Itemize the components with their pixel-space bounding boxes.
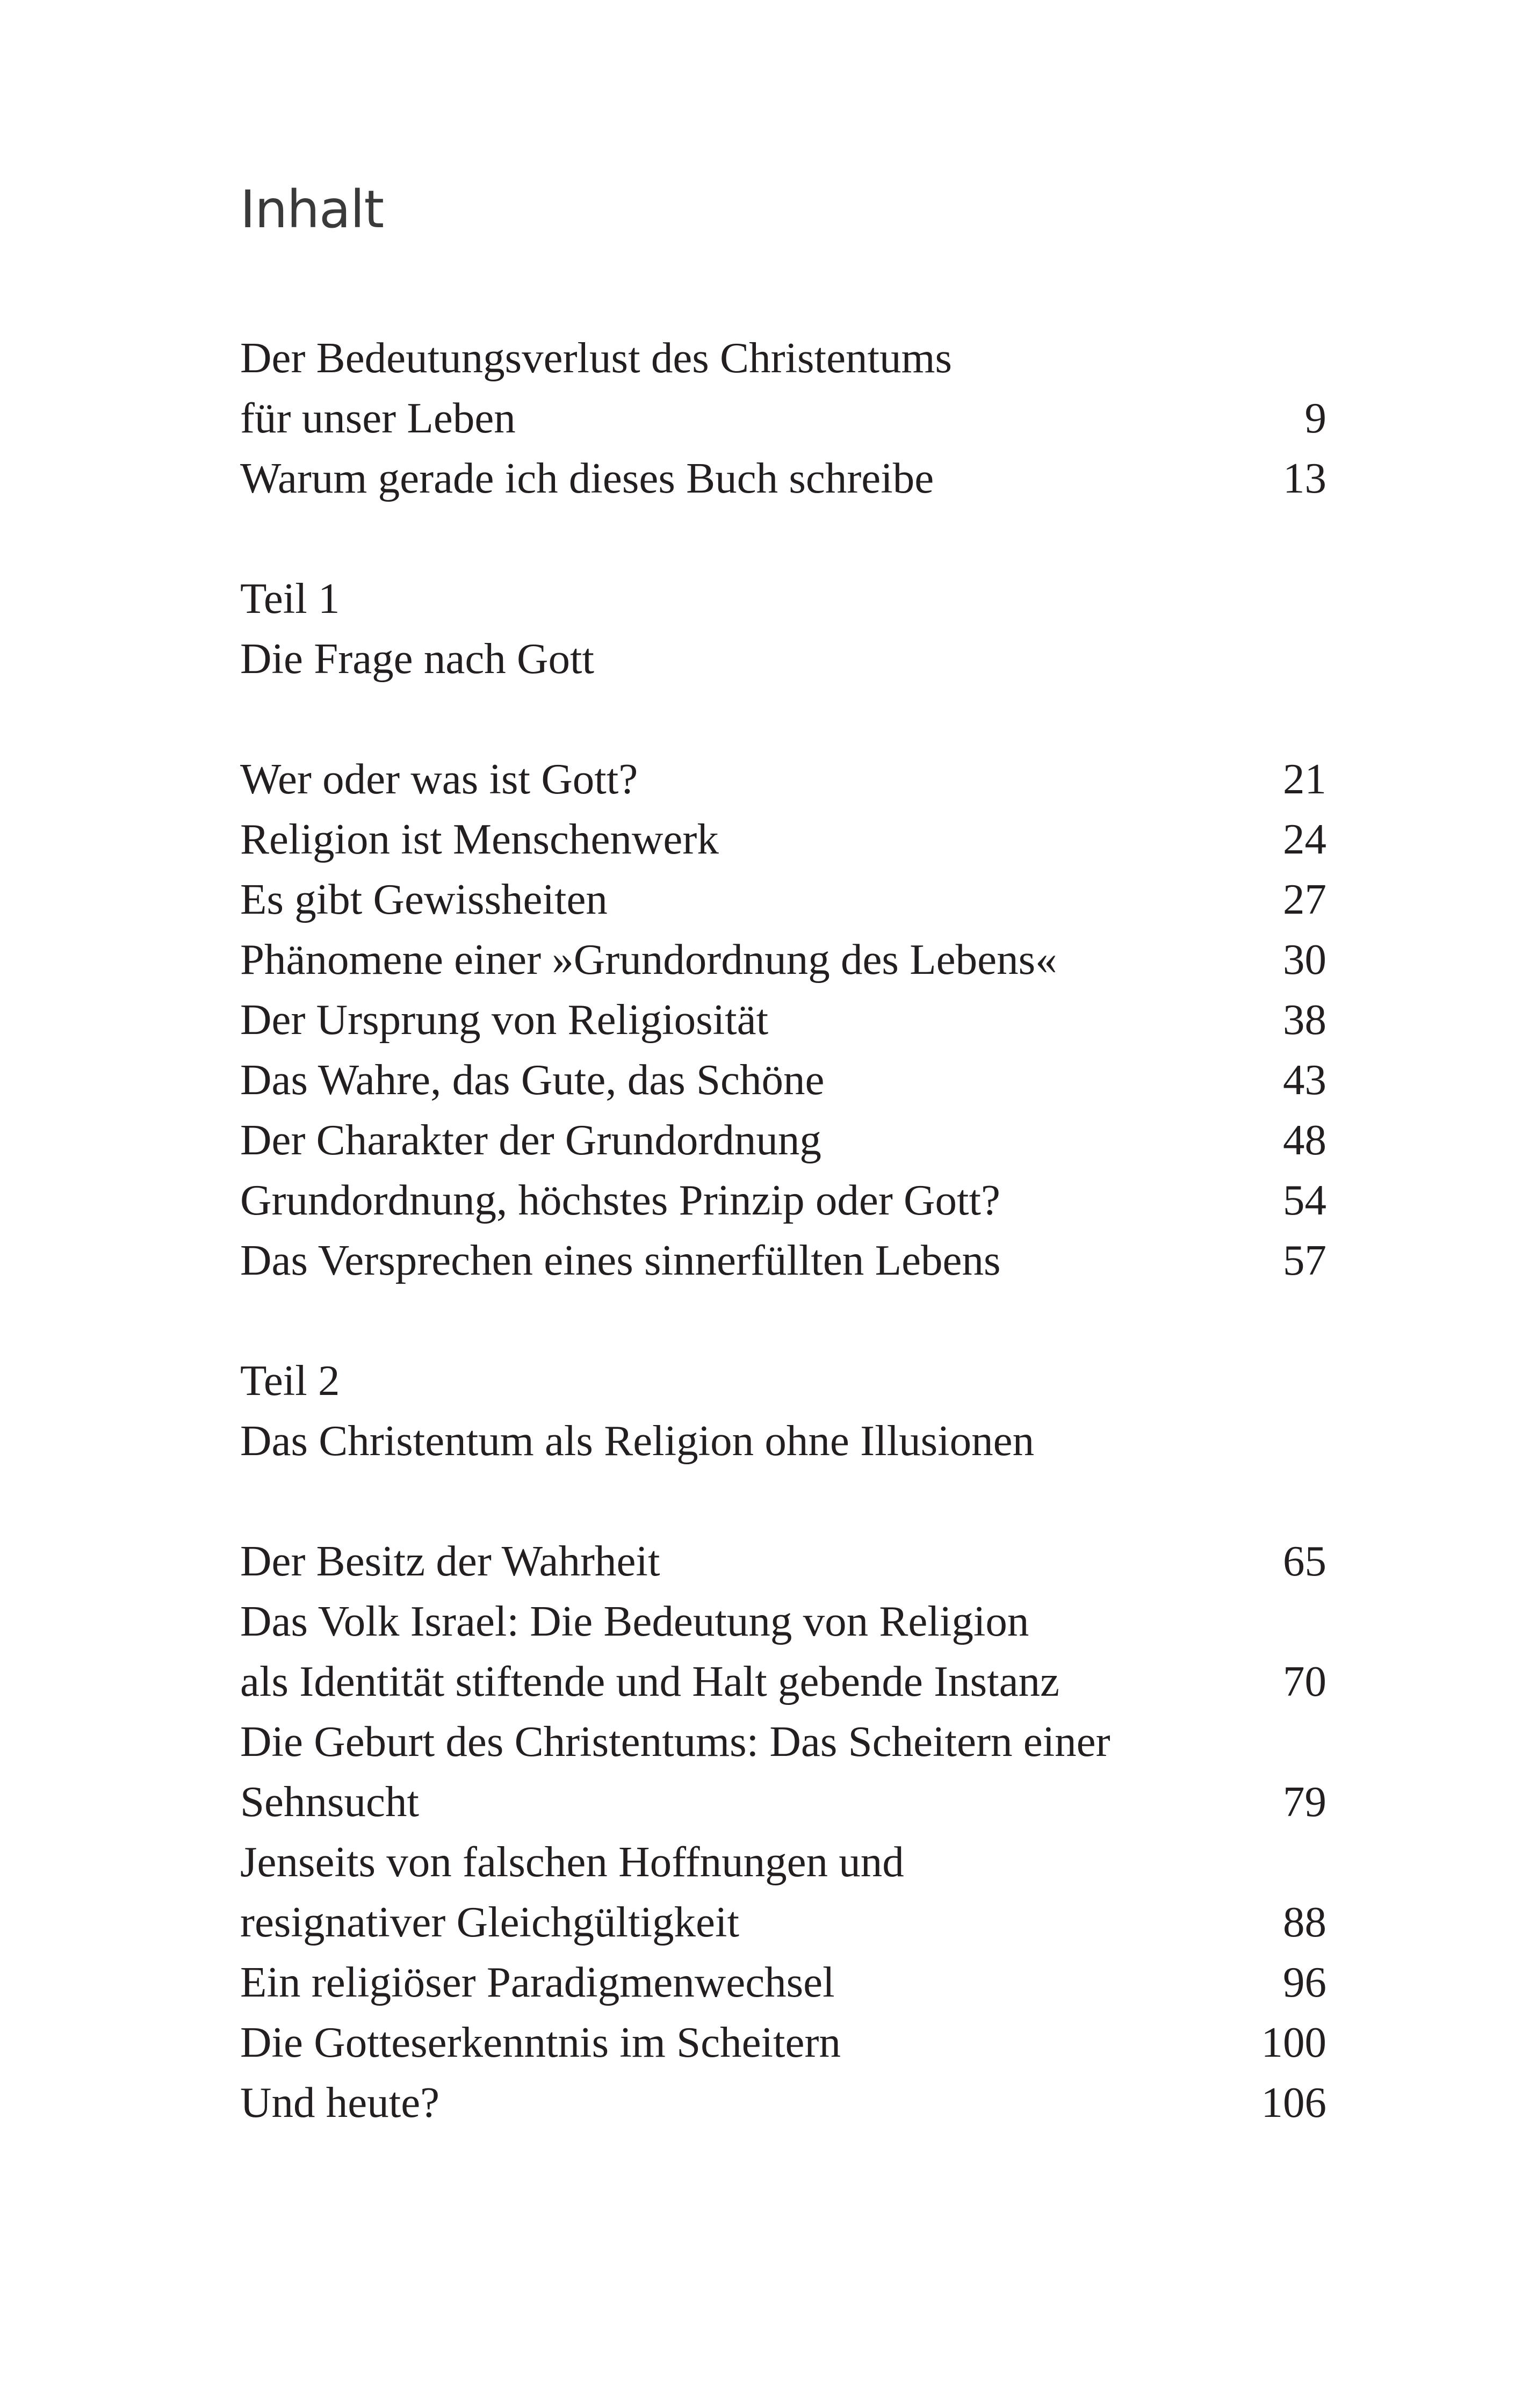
toc-entry-line (240, 2072, 1326, 2132)
toc-entry-title: Der Charakter der Grundordnung (240, 1116, 821, 1164)
part-label (240, 1350, 1326, 1411)
toc-page-number: 96 (1283, 1958, 1326, 2006)
section-spacer (240, 508, 1326, 568)
toc-entry-title: Und heute? (240, 2078, 440, 2127)
toc-entry-title: Warum gerade ich dieses Buch schreibe (240, 454, 934, 502)
toc-entry-line (240, 2012, 1326, 2072)
toc-page-number: 88 (1283, 1898, 1326, 1946)
toc-entry-line (240, 1892, 1326, 1952)
toc-entry-title: Phänomene einer »Grundordnung des Lebens« (240, 935, 1057, 984)
toc-entry-line (240, 1711, 1326, 1771)
toc-page-number: 48 (1283, 1116, 1326, 1164)
toc-entry-title: Das Versprechen eines sinnerfüllten Lebens (240, 1236, 1001, 1284)
part-label-text: Teil 1 (240, 574, 340, 623)
toc-entry-line (240, 1952, 1326, 2012)
toc-entry-line (240, 1230, 1326, 1290)
toc-page-number: 30 (1283, 935, 1326, 984)
toc-entry-line (240, 1651, 1326, 1711)
toc-page-number: 27 (1283, 875, 1326, 923)
toc-entry-title: Jenseits von falschen Hoffnungen und (240, 1838, 904, 1886)
toc-entry-title: Grundordnung, höchstes Prinzip oder Gott? (240, 1176, 1001, 1224)
toc-entry-title: Wer oder was ist Gott? (240, 755, 638, 803)
toc-page-number: 13 (1283, 454, 1326, 502)
toc-entry-title: Das Volk Israel: Die Bedeutung von Religion (240, 1597, 1029, 1645)
toc-page-number: 21 (1283, 755, 1326, 803)
toc-page-number: 106 (1261, 2078, 1326, 2127)
toc-entry-title: Sehnsucht (240, 1777, 419, 1826)
toc-entry-line (240, 869, 1326, 929)
section-spacer (240, 1290, 1326, 1350)
part-title-text: Die Frage nach Gott (240, 634, 595, 683)
toc-entry-title: Die Geburt des Christentums: Das Scheitern einer (240, 1717, 1110, 1766)
toc-entry-title: für unser Leben (240, 394, 516, 442)
toc-entry-line (240, 1050, 1326, 1110)
toc-page-number: 54 (1283, 1176, 1326, 1224)
part-label-text: Teil 2 (240, 1356, 340, 1405)
toc-entry-title: Religion ist Menschenwerk (240, 815, 719, 863)
toc-entry-line (240, 989, 1326, 1050)
toc-entry-line (240, 388, 1326, 448)
toc-entry-title: Es gibt Gewissheiten (240, 875, 608, 923)
toc-page-number: 57 (1283, 1236, 1326, 1284)
toc-entry-line (240, 448, 1326, 508)
toc-entry-line (240, 749, 1326, 809)
toc-entry-line (240, 1591, 1326, 1651)
toc-entry-title: Der Ursprung von Religiosität (240, 995, 769, 1044)
toc-page-number: 38 (1283, 995, 1326, 1044)
toc-page-number: 43 (1283, 1055, 1326, 1104)
toc-heading: Inhalt (240, 179, 384, 240)
toc-entry-line (240, 1771, 1326, 1832)
part-label (240, 568, 1326, 628)
toc-page-number: 24 (1283, 815, 1326, 863)
toc-entry-title: resignativer Gleichgültigkeit (240, 1898, 739, 1946)
toc-entry-line (240, 1531, 1326, 1591)
toc-entry-line (240, 809, 1326, 869)
part-title (240, 628, 1326, 689)
toc-page-number: 9 (1304, 394, 1326, 442)
toc-entry-line (240, 1832, 1326, 1892)
toc-entry-title: Ein religiöser Paradigmenwechsel (240, 1958, 835, 2006)
section-spacer (240, 1471, 1326, 1531)
toc-entry-title: Die Gotteserkenntnis im Scheitern (240, 2018, 841, 2066)
section-spacer (240, 689, 1326, 749)
toc-entry-title: Der Besitz der Wahrheit (240, 1537, 660, 1585)
toc-entry-line (240, 1170, 1326, 1230)
toc-entry-title: Das Wahre, das Gute, das Schöne (240, 1055, 825, 1104)
toc-page-number: 100 (1261, 2018, 1326, 2066)
part-title-text: Das Christentum als Religion ohne Illusionen (240, 1416, 1035, 1465)
toc-page-number: 70 (1283, 1657, 1326, 1705)
toc-entry-title: als Identität stiftende und Halt gebende Instanz (240, 1657, 1059, 1705)
part-title (240, 1411, 1326, 1471)
toc-page-number: 65 (1283, 1537, 1326, 1585)
toc-entry-line (240, 1110, 1326, 1170)
toc-page-number: 79 (1283, 1777, 1326, 1826)
toc-entry-line (240, 929, 1326, 989)
table-of-contents (240, 328, 1326, 2132)
toc-entry-title: Der Bedeutungsverlust des Christentums (240, 334, 953, 382)
toc-entry-line (240, 328, 1326, 388)
toc-page (240, 0, 1326, 2408)
